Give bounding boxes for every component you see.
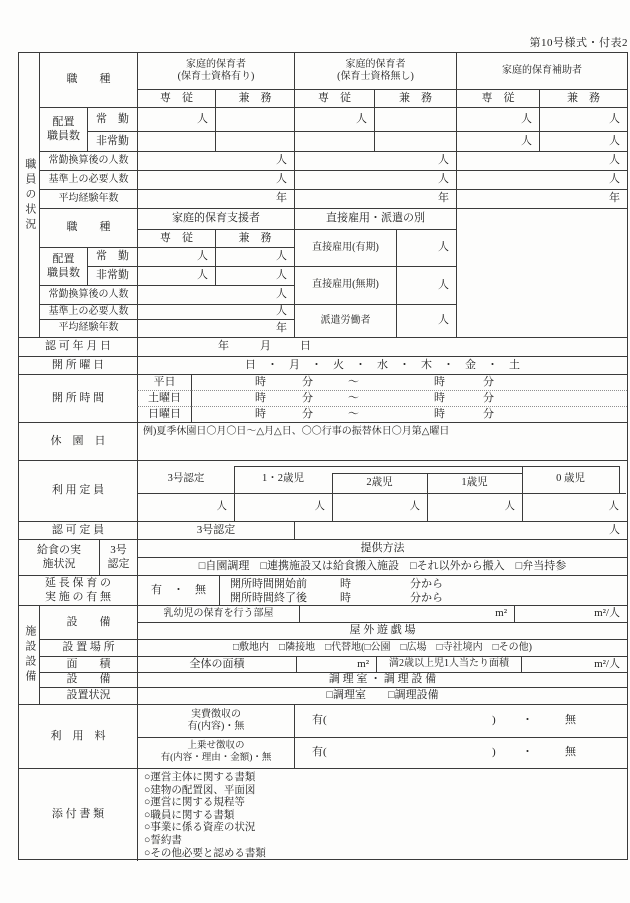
staff-status-section-label — [19, 53, 39, 337]
meals-method-header: 提供方法 — [137, 539, 627, 557]
facility-section-text: 施設設備 — [23, 625, 36, 685]
fees-yes-open: 有( — [312, 746, 327, 759]
facility-equipment-label: 設 備 — [39, 605, 137, 639]
input-employment-dispatch[interactable]: 人 — [396, 304, 456, 337]
fulltime-row-label-2: 常 勤 — [87, 247, 137, 266]
required-count-label-2: 基準上の必要人数 — [39, 304, 137, 319]
input-sup-avg-years[interactable]: 年 — [137, 319, 294, 337]
unit-minute: 分 — [483, 375, 494, 388]
unit-minute: 分 — [302, 391, 313, 404]
input-fulltime-g2-senju[interactable]: 人 — [294, 107, 374, 131]
group-header-supporter: 家庭的保育支援者 — [137, 208, 294, 229]
input-extended-times[interactable] — [219, 575, 627, 605]
unit-minute: 分 — [302, 375, 313, 388]
capacity-nintei3-header: 3号認定 — [167, 473, 205, 485]
col-header-concurrent-3: 兼 務 — [539, 89, 627, 107]
input-fulltime-g3-kenmu[interactable]: 人 — [539, 107, 627, 131]
attachment-item: ○建物の配置図、平面図 — [144, 784, 256, 796]
fees-close-paren: ) — [492, 714, 496, 727]
unit-minute: 分 — [302, 407, 313, 420]
input-conversion-g3[interactable]: 人 — [456, 151, 627, 170]
fees-dot: ・ — [522, 714, 533, 727]
employment-fixed-label: 直接雇用(有期) — [294, 229, 396, 266]
input-sup-parttime-senju[interactable]: 人 — [137, 266, 215, 285]
placement2-line2: 職員数 — [47, 266, 80, 279]
form-table — [18, 52, 628, 860]
fees-actual-line2: 有(内容)・無 — [187, 721, 245, 732]
attachments-list — [137, 768, 627, 861]
approved-capacity-label: 認 可 定 員 — [19, 521, 137, 539]
fees-surcharge-line2: 有(内容・理由・金額)・無 — [160, 753, 272, 763]
fees-label: 利 用 料 — [19, 704, 137, 768]
input-open-days[interactable]: 日 ・ 月 ・ 火 ・ 水 ・ 木 ・ 金 ・ 土 — [137, 356, 627, 374]
placement2-line1: 配置 — [52, 252, 75, 265]
input-sup-fulltime-senju[interactable]: 人 — [137, 247, 215, 266]
unit-day: 日 — [300, 340, 311, 353]
input-fees-actual[interactable] — [294, 704, 627, 737]
attachment-item: ○運営主体に関する書類 — [144, 772, 256, 783]
input-room-area[interactable]: m² — [299, 605, 514, 622]
extended-before-label: 開所時間開始前 — [230, 578, 307, 590]
employment-permanent-label: 直接雇用(無期) — [294, 266, 396, 304]
facility-room-label: 乳幼児の保育を行う部屋 — [137, 605, 299, 622]
extended-label-line2: 実 施 の 有 無 — [45, 590, 111, 603]
conversion-count-label-2: 常勤換算後の人数 — [39, 285, 137, 304]
fees-dot: ・ — [522, 746, 533, 759]
unit-hour: 時 — [255, 407, 266, 420]
capacity-age1-header: 1歳児 — [461, 477, 488, 489]
fees-no: 無 — [565, 746, 576, 759]
unit-minute-from: 分から — [410, 578, 443, 590]
attachment-item: ○その他必要と認める書類 — [144, 847, 266, 859]
open-hours-saturday-label: 土曜日 — [137, 390, 191, 406]
attachment-item: ○事業に係る資産の状況 — [144, 822, 256, 834]
col-header-fulltime-3: 専 従 — [456, 89, 539, 107]
installation-status-label: 設置状況 — [39, 687, 137, 704]
input-room-area-per-person[interactable]: m²/人 — [514, 605, 627, 622]
input-sup-required[interactable]: 人 — [137, 304, 294, 319]
input-closed-days[interactable]: 例)夏季休園日〇月〇日～△月△日、〇〇行事の振替休日〇月第△曜日 — [137, 422, 627, 460]
input-conversion-g2[interactable]: 人 — [294, 151, 456, 170]
open-hours-label: 開 所 時 間 — [19, 374, 137, 422]
placement-line1: 配置 — [52, 115, 75, 128]
input-fees-surcharge[interactable] — [294, 737, 627, 768]
input-required-g1[interactable]: 人 — [137, 170, 294, 189]
placement-staff-count-label-2 — [39, 247, 87, 285]
input-sup-conversion[interactable]: 人 — [137, 285, 294, 304]
group-unqualified-name: 家庭的保育者 — [345, 58, 406, 70]
input-employment-permanent[interactable]: 人 — [396, 266, 456, 304]
input-capacity-age2[interactable]: 人 — [409, 501, 420, 513]
capacity-age0-header: 0 歳児 — [556, 473, 585, 485]
capacity-grid — [137, 460, 627, 521]
input-hours-weekday[interactable] — [191, 374, 627, 390]
input-required-g3[interactable]: 人 — [456, 170, 627, 189]
group-qualified-qual: (保育士資格有り) — [177, 71, 255, 82]
input-parttime-g1-kenmu[interactable] — [215, 131, 294, 151]
playground-header: 屋 外 遊 戯 場 — [137, 622, 627, 639]
total-area-label: 全体の面積 — [137, 656, 296, 672]
meals-method-checkboxes[interactable]: □自園調理 □連携施設又は給食搬入施設 □それ以外から搬入 □弁当持参 — [137, 557, 627, 575]
meals-nintei-line1: 3号 — [110, 543, 127, 556]
unit-hour: 時 — [255, 375, 266, 388]
approved-capacity-nintei3: 3号認定 — [137, 521, 294, 539]
input-area-per-child[interactable]: m²/人 — [521, 656, 627, 672]
group-qualified-name: 家庭的保育者 — [186, 58, 246, 70]
input-parttime-g3-kenmu[interactable]: 人 — [539, 131, 627, 151]
fees-actual-label — [137, 704, 294, 737]
attachment-item: ○職員に関する書類 — [144, 809, 235, 821]
input-parttime-g2-kenmu[interactable] — [374, 131, 456, 151]
job-type-label-2: 職 種 — [39, 208, 137, 247]
facility-section-label — [19, 605, 39, 704]
placement-staff-count-label — [39, 107, 87, 151]
group-header-unqualified — [294, 53, 456, 89]
group-header-assistant: 家庭的保育補助者 — [456, 53, 627, 89]
attachment-item: ○運営に関する規程等 — [144, 797, 245, 809]
input-capacity-nintei3[interactable]: 人 — [216, 501, 227, 513]
group-header-qualified — [137, 53, 294, 89]
kitchen-header: 調 理 室 ・ 調 理 設 備 — [137, 672, 627, 687]
input-sup-parttime-kenmu[interactable]: 人 — [215, 266, 294, 285]
col-header-concurrent-2: 兼 務 — [374, 89, 456, 107]
col-header-fulltime-sup: 専 従 — [137, 229, 215, 247]
employment-empty-cell — [456, 208, 627, 337]
fees-surcharge-line1: 上乗せ徴収の — [187, 741, 245, 752]
input-avg-years-g1[interactable]: 年 — [137, 189, 294, 208]
input-approval-date[interactable] — [137, 337, 627, 356]
range-tilde: ～ — [348, 407, 359, 420]
input-hours-saturday[interactable] — [191, 390, 627, 406]
fees-surcharge-label — [137, 737, 294, 768]
range-tilde: ～ — [348, 375, 359, 388]
fees-actual-line1: 実費徴収の — [191, 708, 241, 720]
employment-dispatch-label: 派遣労働者 — [294, 304, 396, 337]
extended-after-label: 開所時間終了後 — [230, 592, 307, 604]
fees-yes-open: 有( — [312, 714, 327, 727]
approval-date-label: 認 可 年 月 日 — [19, 337, 137, 356]
job-type-label: 職 種 — [39, 53, 137, 107]
unit-hour: 時 — [434, 375, 445, 388]
extended-care-label — [19, 575, 137, 605]
range-tilde: ～ — [348, 391, 359, 404]
input-capacity-age0[interactable]: 人 — [608, 501, 619, 513]
unit-hour: 時 — [340, 578, 351, 590]
playground-location-label: 設 置 場 所 — [39, 639, 137, 656]
staff-status-section-text: 職員の状況 — [23, 157, 36, 233]
input-fulltime-g1-senju[interactable]: 人 — [137, 107, 215, 131]
avg-experience-label-2: 平均経験年数 — [39, 319, 137, 337]
avg-experience-label: 平均経験年数 — [39, 189, 137, 208]
meals-label-line2: 施状況 — [42, 557, 76, 570]
input-total-area[interactable]: m² — [296, 656, 376, 672]
unit-year: 年 — [218, 340, 229, 353]
meals-nintei-line2: 認定 — [107, 557, 130, 570]
input-capacity-age12[interactable]: 人 — [314, 501, 325, 513]
employment-type-header: 直接雇用・派遣の別 — [294, 208, 456, 229]
open-hours-sunday-label: 日曜日 — [137, 406, 191, 422]
input-fulltime-g3-senju[interactable]: 人 — [456, 107, 539, 131]
fees-close-paren: ) — [492, 746, 496, 759]
input-conversion-g1[interactable]: 人 — [137, 151, 294, 170]
col-header-concurrent-sup: 兼 務 — [215, 229, 294, 247]
input-approved-capacity[interactable]: 人 — [294, 521, 627, 539]
parttime-row-label: 非常勤 — [87, 131, 137, 151]
input-avg-years-g2[interactable]: 年 — [294, 189, 456, 208]
playground-area-label: 面 積 — [39, 656, 137, 672]
area-per-child-label: 満2歳以上児1人当たり面積 — [376, 656, 521, 672]
input-required-g2[interactable]: 人 — [294, 170, 456, 189]
capacity-age12-header: 1・2歳児 — [262, 473, 304, 485]
col-header-fulltime-2: 専 従 — [294, 89, 374, 107]
unit-hour: 時 — [434, 391, 445, 404]
col-header-concurrent-1: 兼 務 — [215, 89, 294, 107]
input-fulltime-g2-kenmu[interactable] — [374, 107, 456, 131]
attachment-item: ○誓約書 — [144, 834, 182, 846]
form-number-label: 第10号様式・付表2 — [529, 37, 628, 49]
unit-hour: 時 — [434, 407, 445, 420]
input-parttime-g1-senju[interactable] — [137, 131, 215, 151]
unit-hour: 時 — [340, 592, 351, 604]
extended-label-line1: 延 長 保 育 の — [45, 576, 111, 589]
playground-location-checkboxes[interactable]: □敷地内 □隣接地 □代替地(□公園 □広場 □寺社境内 □その他) — [137, 639, 627, 656]
input-parttime-g2-senju[interactable] — [294, 131, 374, 151]
unit-month: 月 — [260, 340, 271, 353]
unit-minute-from: 分から — [410, 592, 443, 604]
input-parttime-g3-senju[interactable]: 人 — [456, 131, 539, 151]
input-extended-yesno[interactable]: 有 ・ 無 — [137, 575, 219, 605]
unit-minute: 分 — [483, 407, 494, 420]
unit-minute: 分 — [483, 391, 494, 404]
meals-label-line1: 給食の実 — [37, 543, 81, 556]
open-days-label: 開 所 曜 日 — [19, 356, 137, 374]
input-sup-fulltime-kenmu[interactable]: 人 — [215, 247, 294, 266]
meals-section-label — [19, 539, 99, 575]
closed-days-label: 休 園 日 — [19, 422, 137, 460]
attachments-label: 添 付 書 類 — [19, 768, 137, 861]
kitchen-equipment-label: 設 備 — [39, 672, 137, 687]
open-hours-weekday-label: 平日 — [137, 374, 191, 390]
meals-nintei3-label — [99, 539, 137, 575]
required-count-label: 基準上の必要人数 — [39, 170, 137, 189]
unit-hour: 時 — [255, 391, 266, 404]
capacity-label: 利 用 定 員 — [19, 460, 137, 521]
col-header-fulltime-1: 専 従 — [137, 89, 215, 107]
kitchen-checkboxes[interactable]: □調理室 □調理設備 — [137, 687, 627, 704]
input-capacity-age1[interactable]: 人 — [504, 501, 515, 513]
group-unqualified-qual: (保育士資格無し) — [337, 71, 414, 82]
parttime-row-label-2: 非常勤 — [87, 266, 137, 285]
input-employment-fixed[interactable]: 人 — [396, 229, 456, 266]
divider — [619, 466, 620, 493]
fees-no: 無 — [565, 714, 576, 727]
input-fulltime-g1-kenmu[interactable] — [215, 107, 294, 131]
input-avg-years-g3[interactable]: 年 — [456, 189, 627, 208]
input-hours-sunday[interactable] — [191, 406, 627, 422]
capacity-age2-header: 2歳児 — [366, 477, 393, 489]
placement-line2: 職員数 — [47, 129, 80, 142]
conversion-count-label: 常勤換算後の人数 — [39, 151, 137, 170]
fulltime-row-label: 常 勤 — [87, 107, 137, 131]
